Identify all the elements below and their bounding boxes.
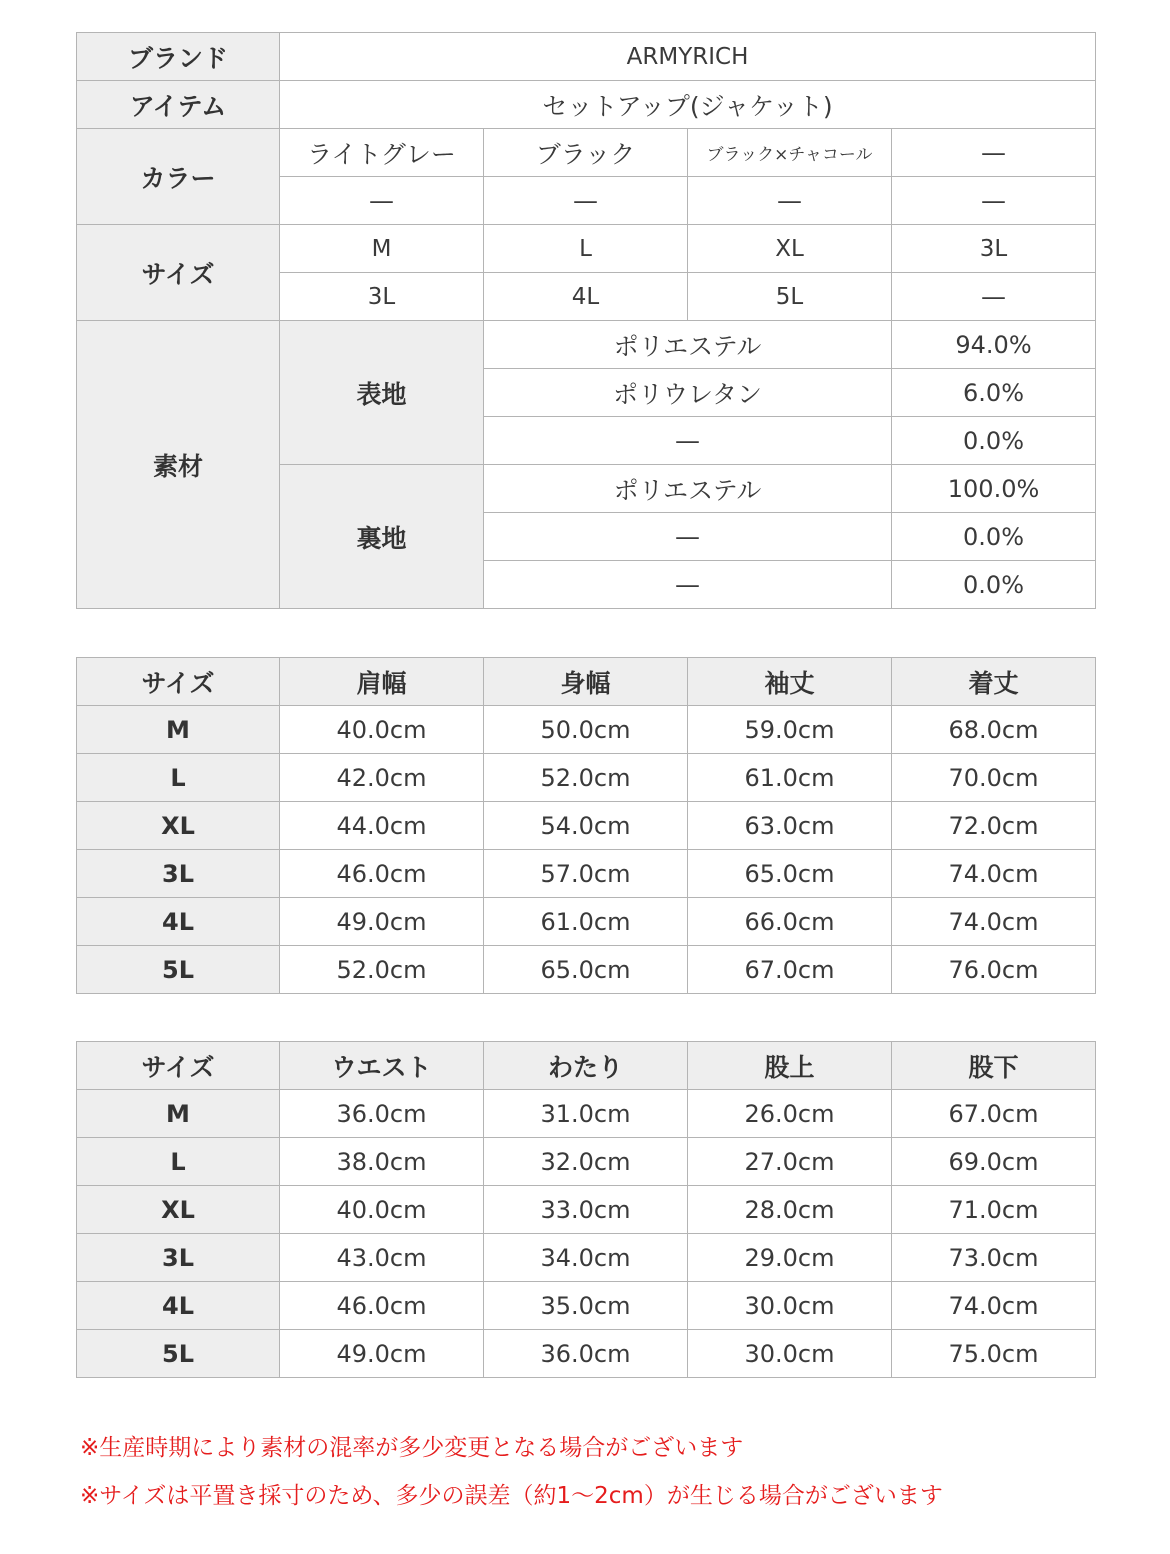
color-cell: — (892, 177, 1096, 225)
header-body-width: 身幅 (484, 658, 688, 706)
color-cell: ブラック×チャコール (688, 129, 892, 177)
brand-label: ブランド (77, 33, 280, 81)
size-cell: XL (688, 225, 892, 273)
measure-cell: 61.0cm (484, 898, 688, 946)
header-sleeve-length: 袖丈 (688, 658, 892, 706)
color-cell: — (688, 177, 892, 225)
measure-cell: 46.0cm (280, 1282, 484, 1330)
table-row (77, 1138, 1096, 1186)
measure-cell: 74.0cm (892, 898, 1096, 946)
measure-cell: 43.0cm (280, 1234, 484, 1282)
header-thigh: わたり (484, 1042, 688, 1090)
measure-cell: 63.0cm (688, 802, 892, 850)
table-row (77, 946, 1096, 994)
notes (80, 1424, 1120, 1520)
measure-cell: 40.0cm (280, 706, 484, 754)
size-cell: M (77, 706, 280, 754)
brand-row (77, 33, 1096, 81)
outer-fabric-label: 表地 (280, 321, 484, 465)
pants-size-table (76, 1041, 1096, 1378)
size-cell: — (892, 273, 1096, 321)
table-header-row (77, 1042, 1096, 1090)
measure-cell: 46.0cm (280, 850, 484, 898)
table-row (77, 1090, 1096, 1138)
item-row (77, 81, 1096, 129)
table-header-row (77, 658, 1096, 706)
measure-cell: 26.0cm (688, 1090, 892, 1138)
measure-cell: 75.0cm (892, 1330, 1096, 1378)
measure-cell: 67.0cm (688, 946, 892, 994)
note-measurement-tolerance: ※サイズは平置き採寸のため、多少の誤差（約1～2cm）が生じる場合がございます (80, 1483, 943, 1509)
measure-cell: 74.0cm (892, 850, 1096, 898)
measure-cell: 66.0cm (688, 898, 892, 946)
table-row (77, 1186, 1096, 1234)
product-info-table (76, 32, 1096, 609)
fabric-name: ポリエステル (484, 465, 892, 513)
measure-cell: 49.0cm (280, 1330, 484, 1378)
measure-cell: 57.0cm (484, 850, 688, 898)
header-total-length: 着丈 (892, 658, 1096, 706)
table-row (77, 850, 1096, 898)
size-cell: 3L (892, 225, 1096, 273)
measure-cell: 27.0cm (688, 1138, 892, 1186)
size-cell: M (280, 225, 484, 273)
material-label: 素材 (77, 321, 280, 609)
measure-cell: 70.0cm (892, 754, 1096, 802)
color-cell: ブラック (484, 129, 688, 177)
fabric-percent: 0.0% (892, 513, 1096, 561)
header-size: サイズ (77, 1042, 280, 1090)
size-cell: 3L (77, 850, 280, 898)
item-label: アイテム (77, 81, 280, 129)
measure-cell: 73.0cm (892, 1234, 1096, 1282)
table-row (77, 1282, 1096, 1330)
size-label: サイズ (77, 225, 280, 321)
size-cell: 5L (77, 1330, 280, 1378)
measure-cell: 32.0cm (484, 1138, 688, 1186)
measure-cell: 65.0cm (688, 850, 892, 898)
measure-cell: 74.0cm (892, 1282, 1096, 1330)
measure-cell: 38.0cm (280, 1138, 484, 1186)
measure-cell: 30.0cm (688, 1330, 892, 1378)
color-cell: — (892, 129, 1096, 177)
color-row-1 (77, 129, 1096, 177)
measure-cell: 30.0cm (688, 1282, 892, 1330)
size-cell: M (77, 1090, 280, 1138)
color-label: カラー (77, 129, 280, 225)
table-row (77, 802, 1096, 850)
measure-cell: 61.0cm (688, 754, 892, 802)
measure-cell: 59.0cm (688, 706, 892, 754)
size-cell: L (484, 225, 688, 273)
size-cell: XL (77, 1186, 280, 1234)
header-inseam: 股下 (892, 1042, 1096, 1090)
fabric-percent: 6.0% (892, 369, 1096, 417)
measure-cell: 36.0cm (484, 1330, 688, 1378)
measure-cell: 31.0cm (484, 1090, 688, 1138)
size-cell: 5L (688, 273, 892, 321)
size-cell: L (77, 1138, 280, 1186)
measure-cell: 76.0cm (892, 946, 1096, 994)
measure-cell: 67.0cm (892, 1090, 1096, 1138)
lining-fabric-label: 裏地 (280, 465, 484, 609)
measure-cell: 29.0cm (688, 1234, 892, 1282)
measure-cell: 34.0cm (484, 1234, 688, 1282)
measure-cell: 35.0cm (484, 1282, 688, 1330)
color-cell: — (484, 177, 688, 225)
fabric-percent: 94.0% (892, 321, 1096, 369)
size-cell: 3L (77, 1234, 280, 1282)
measure-cell: 52.0cm (484, 754, 688, 802)
size-cell: 5L (77, 946, 280, 994)
measure-cell: 42.0cm (280, 754, 484, 802)
measure-cell: 44.0cm (280, 802, 484, 850)
measure-cell: 69.0cm (892, 1138, 1096, 1186)
table-row (77, 898, 1096, 946)
measure-cell: 33.0cm (484, 1186, 688, 1234)
table-row (77, 706, 1096, 754)
header-shoulder-width: 肩幅 (280, 658, 484, 706)
size-cell: 3L (280, 273, 484, 321)
fabric-name: — (484, 513, 892, 561)
measure-cell: 54.0cm (484, 802, 688, 850)
color-cell: ライトグレー (280, 129, 484, 177)
color-cell: — (280, 177, 484, 225)
measure-cell: 36.0cm (280, 1090, 484, 1138)
table-row (77, 1234, 1096, 1282)
measure-cell: 49.0cm (280, 898, 484, 946)
fabric-percent: 0.0% (892, 417, 1096, 465)
fabric-percent: 0.0% (892, 561, 1096, 609)
measure-cell: 28.0cm (688, 1186, 892, 1234)
measure-cell: 40.0cm (280, 1186, 484, 1234)
fabric-percent: 100.0% (892, 465, 1096, 513)
header-rise: 股上 (688, 1042, 892, 1090)
size-cell: 4L (77, 1282, 280, 1330)
item-value: セットアップ(ジャケット) (280, 81, 1096, 129)
header-size: サイズ (77, 658, 280, 706)
table-row (77, 1330, 1096, 1378)
measure-cell: 72.0cm (892, 802, 1096, 850)
measure-cell: 52.0cm (280, 946, 484, 994)
header-waist: ウエスト (280, 1042, 484, 1090)
size-row-1 (77, 225, 1096, 273)
measure-cell: 65.0cm (484, 946, 688, 994)
size-cell: L (77, 754, 280, 802)
table-row (77, 754, 1096, 802)
jacket-size-table (76, 657, 1096, 994)
fabric-name: — (484, 561, 892, 609)
fabric-name: ポリウレタン (484, 369, 892, 417)
size-cell: XL (77, 802, 280, 850)
size-cell: 4L (484, 273, 688, 321)
measure-cell: 68.0cm (892, 706, 1096, 754)
note-material-ratio: ※生産時期により素材の混率が多少変更となる場合がございます (80, 1435, 744, 1461)
measure-cell: 50.0cm (484, 706, 688, 754)
size-cell: 4L (77, 898, 280, 946)
material-row (77, 321, 1096, 369)
fabric-name: ポリエステル (484, 321, 892, 369)
fabric-name: — (484, 417, 892, 465)
brand-value: ARMYRICH (280, 33, 1096, 81)
measure-cell: 71.0cm (892, 1186, 1096, 1234)
